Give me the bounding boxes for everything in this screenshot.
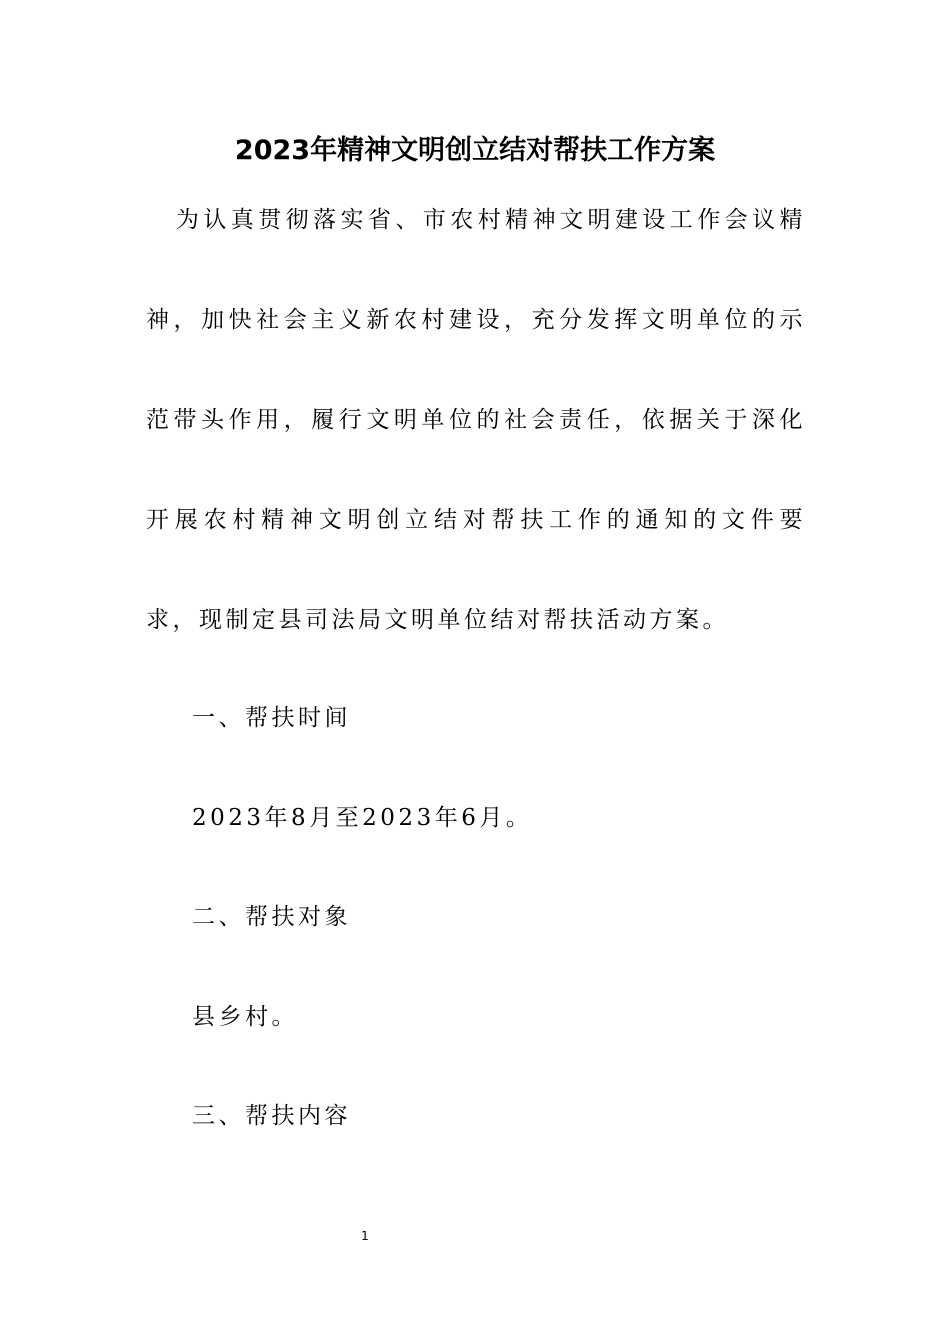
section-heading-time: 一、帮扶时间	[192, 705, 351, 731]
page-number: 1	[361, 1229, 369, 1243]
section-content-time: 2023年8月至2023年6月。	[192, 805, 533, 831]
section-content-target: 县乡村。	[192, 1004, 298, 1030]
document-title: 2023年精神文明创立结对帮扶工作方案	[234, 135, 716, 166]
section-heading-target: 二、帮扶对象	[192, 904, 351, 930]
section-heading-content: 三、帮扶内容	[192, 1103, 351, 1129]
intro-paragraph: 为认真贯彻落实省、市农村精神文明建设工作会议精神，加快社会主义新农村建设，充分发挥文明单位的示范带头作用，履行文明单位的社会责任，依据关于深化开展农村精神文明创立结对帮扶工作的通知的文件要求，现制定县司法局文明单位结对帮扶活动方案。	[146, 207, 806, 633]
